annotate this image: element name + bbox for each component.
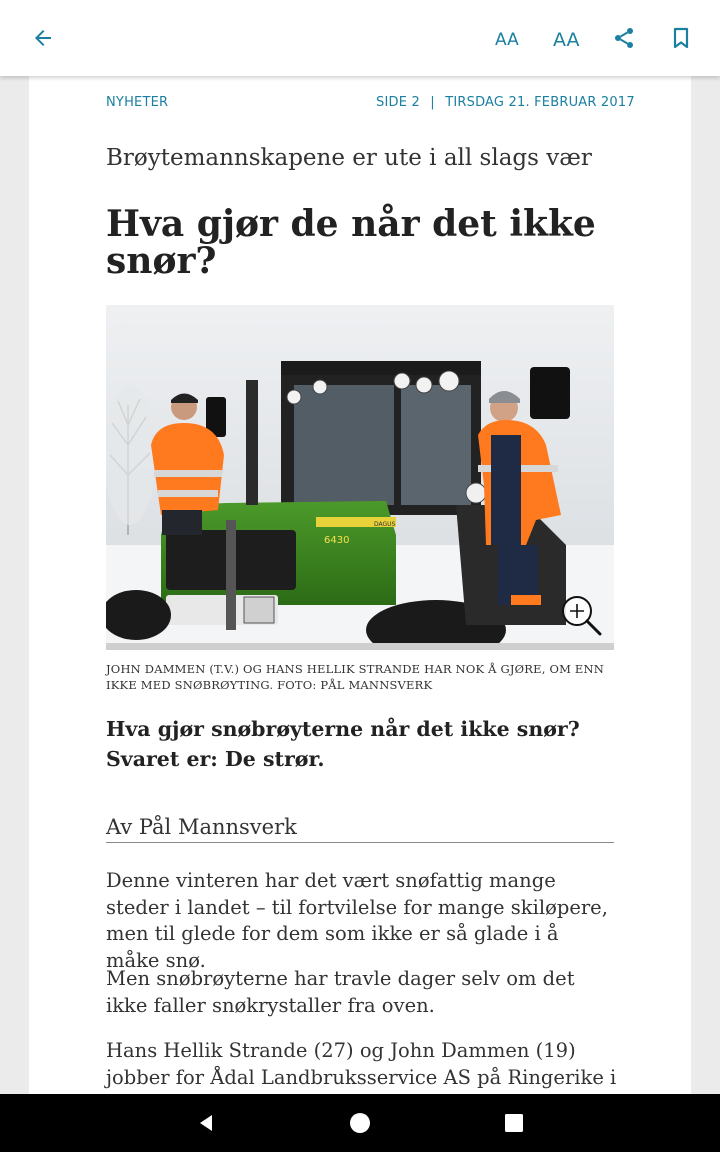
meta-separator: | [430, 95, 435, 110]
nav-recents-button[interactable] [494, 1103, 534, 1143]
decrease-font-button[interactable] [488, 18, 528, 58]
article-headline: Hva gjør de når det ikke snør? [106, 203, 596, 282]
bookmark-icon [669, 26, 693, 50]
nav-back-button[interactable] [186, 1103, 226, 1143]
increase-font-button[interactable] [546, 18, 586, 58]
article-paragraph: Hans Hellik Strande (27) og John Dammen (19) jobber for Ådal Landbruksservice AS på Ringerike i [106, 1039, 617, 1089]
arrow-left-icon [31, 26, 55, 50]
share-button[interactable] [604, 18, 644, 58]
section-label: NYHETER [106, 95, 169, 110]
page-number: SIDE 2 [376, 95, 420, 110]
back-button[interactable] [23, 18, 63, 58]
svg-text:AA: AA [553, 29, 580, 50]
article-byline: Av Pål Mannsverk [106, 815, 297, 839]
nav-back-triangle-icon [196, 1113, 216, 1133]
article-paragraph: Denne vinteren har det vært snøfattig mange steder i landet – til fortvilelse for mange skiløpere, men til glede for dem som ikke er så glade i å måke snø. [106, 869, 608, 972]
photo-divider [106, 643, 614, 650]
byline-divider [106, 842, 614, 843]
article-photo[interactable] [106, 305, 614, 643]
text-size-decrease-icon [494, 26, 522, 50]
top-app-bar [0, 0, 720, 76]
share-icon [612, 26, 636, 50]
tractor-photo-illustration [106, 305, 614, 643]
photo-caption: JOHN DAMMEN (T.V.) OG HANS HELLIK STRANDE HAR NOK Å GJØRE, OM ENN IKKE MED SNØBRØYTING. FOTO: PÅL MANNSVERK [106, 662, 605, 692]
tractor-model-number: 6430 [324, 535, 350, 546]
text-size-increase-icon [552, 26, 580, 50]
page-date-info [376, 95, 635, 110]
publish-date: TIRSDAG 21. FEBRUAR 2017 [445, 95, 635, 110]
article-paragraph: Men snøbrøyterne har travle dager selv om det ikke faller snøkrystaller fra oven. [106, 967, 575, 1017]
nav-home-button[interactable] [340, 1103, 380, 1143]
system-navigation-bar [0, 1094, 720, 1152]
bookmark-button[interactable] [661, 18, 701, 58]
svg-text:AA: AA [495, 30, 519, 50]
article-lead: Hva gjør snøbrøyterne når det ikke snør? Svaret er: De strør. [106, 717, 580, 771]
tractor-brand-label: DAGUS [374, 521, 396, 528]
article-kicker: Brøytemannskapene er ute i all slags vær [106, 145, 592, 171]
nav-recents-square-icon [504, 1113, 524, 1133]
nav-home-circle-icon [349, 1112, 371, 1134]
